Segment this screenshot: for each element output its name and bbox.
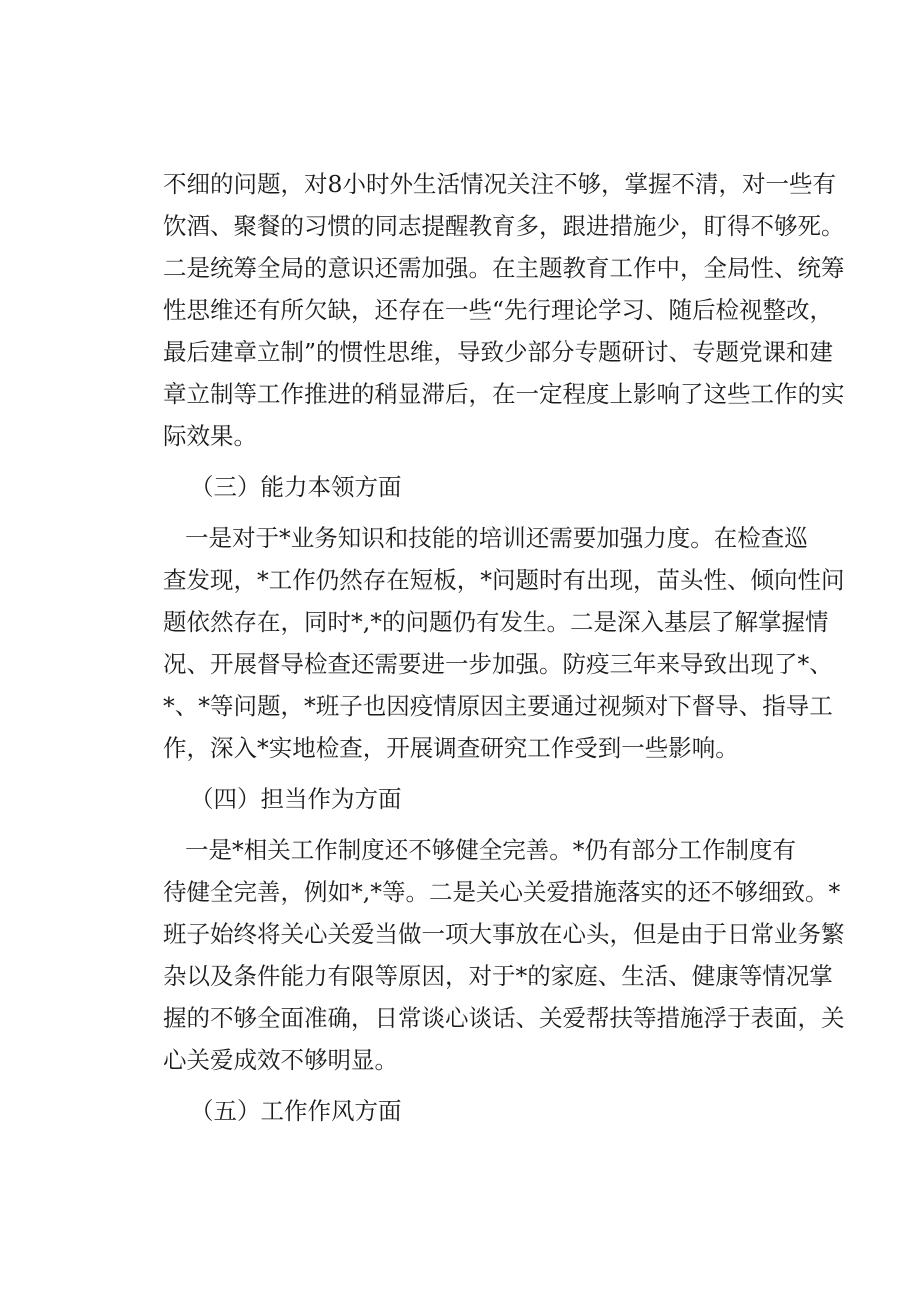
paragraph-1-line-1: 不细的问题，对8小时外生活情况关注不够，掌握不清，对一些有: [163, 170, 836, 198]
paragraph-3-line-1: 一是*相关工作制度还不够健全完善。*仍有部分工作制度有: [185, 836, 796, 864]
section-heading-5: （五）工作作风方面: [190, 1097, 402, 1125]
paragraph-2-line-3: 题依然存在，同时*,*的问题仍有发生。二是深入基层了解掌握情: [163, 608, 829, 636]
paragraph-2-line-1: 一是对于*业务知识和技能的培训还需要加强力度。在检查巡: [185, 524, 808, 552]
section-heading-4: （四）担当作为方面: [190, 785, 402, 813]
paragraph-1-line-4: 性思维还有所欠缺，还存在一些“先行理论学习、随后检视整改，: [163, 296, 834, 324]
section-heading-3: （三）能力本领方面: [190, 473, 402, 501]
paragraph-3-line-4: 杂以及条件能力有限等原因，对于*的家庭、生活、健康等情况掌: [163, 962, 833, 990]
paragraph-2-line-6: 作，深入*实地检查，开展调查研究工作受到一些影响。: [163, 734, 739, 762]
paragraph-1-line-6: 章立制等工作推进的稍显滞后，在一定程度上影响了这些工作的实: [163, 380, 845, 408]
paragraph-2-line-5: *、*等问题，*班子也因疫情原因主要通过视频对下督导、指导工: [163, 692, 833, 720]
paragraph-1-line-3: 二是统筹全局的意识还需加强。在主题教育工作中，全局性、统筹: [163, 254, 845, 282]
paragraph-3-line-2: 待健全完善，例如*,*等。二是关心关爱措施落实的还不够细致。*: [163, 878, 841, 906]
paragraph-1-line-7: 际效果。: [163, 422, 257, 450]
paragraph-3-line-5: 握的不够全面准确，日常谈心谈话、关爱帮扶等措施浮于表面，关: [163, 1004, 845, 1032]
paragraph-1-line-2: 饮酒、聚餐的习惯的同志提醒教育多，跟进措施少，盯得不够死。: [163, 212, 845, 240]
paragraph-2-line-4: 况、开展督导检查还需要进一步加强。防疫三年来导致出现了*、: [163, 650, 833, 678]
paragraph-3-line-6: 心关爱成效不够明显。: [163, 1046, 398, 1074]
paragraph-2-line-2: 查发现，*工作仍然存在短板，*问题时有出现，苗头性、倾向性问: [163, 566, 845, 594]
paragraph-1-line-5: 最后建章立制”的惯性思维，导致少部分专题研讨、专题党课和建: [163, 338, 834, 366]
paragraph-3-line-3: 班子始终将关心关爱当做一项大事放在心头，但是由于日常业务繁: [163, 920, 845, 948]
